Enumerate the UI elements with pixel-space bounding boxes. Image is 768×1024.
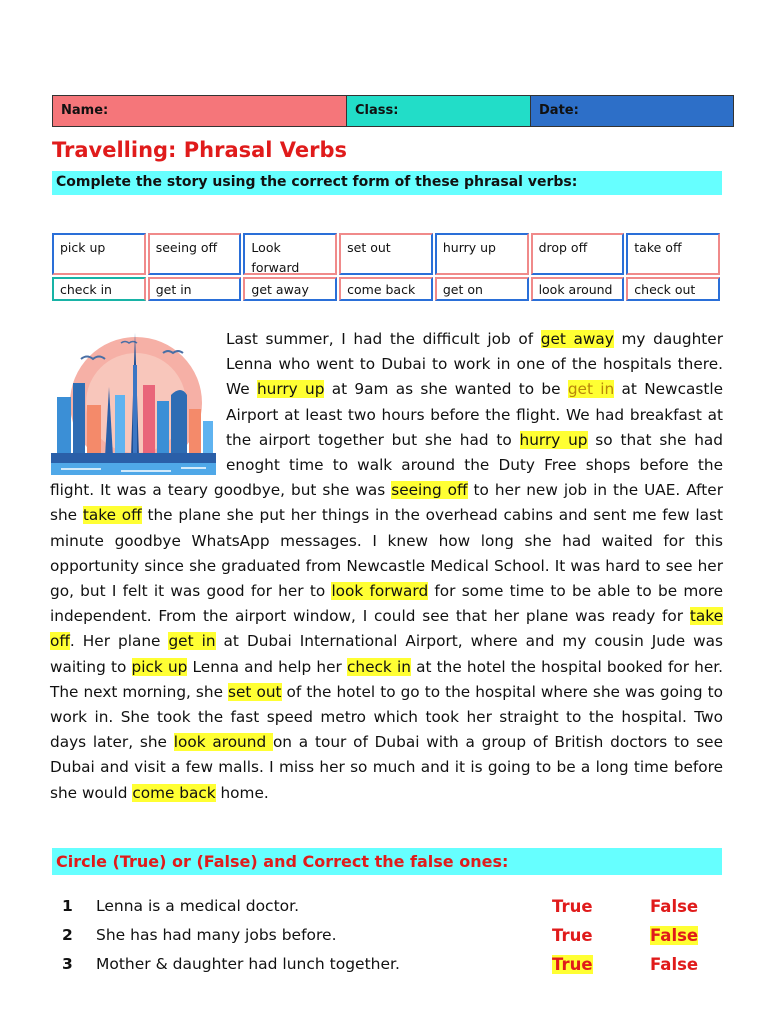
page-title: Travelling: Phrasal Verbs [52, 138, 348, 162]
verb-cell: get away [243, 277, 337, 301]
verb-cell: come back [339, 277, 433, 301]
answer-highlight: get away [540, 330, 614, 348]
false-option-selected[interactable]: False [650, 926, 699, 945]
true-false-item [62, 926, 722, 950]
true-option-selected[interactable]: True [552, 955, 593, 974]
verb-cell: check out [626, 277, 720, 301]
story-text: at Dubai International Airport, where and my cousin Jude was waiting to [50, 632, 723, 676]
student-info-table [52, 95, 734, 127]
verb-cell: drop off [531, 233, 625, 275]
verb-cell: take off [626, 233, 720, 275]
story-text: of the hotel to go to the hospital where she was going to work in. She took the fast speed metro which took her straight to the hospital. Two days later, she [50, 682, 723, 752]
verb-cell: check in [52, 277, 146, 301]
answer-highlight: hurry up [519, 430, 588, 449]
answer-highlight: take off [50, 607, 723, 651]
story-text: on a tour of Dubai with a group of British doctors to see Dubai and visit a few malls. I miss her so much and it is going to be a long time before she would [50, 733, 723, 802]
instruction-bar: Complete the story using the correct form of these phrasal verbs: [52, 171, 722, 195]
image-spacer [50, 327, 226, 477]
false-option[interactable]: False [650, 955, 699, 974]
verb-cell: get on [435, 277, 529, 301]
item-statement: Mother & daughter had lunch together. [96, 955, 400, 973]
answer-highlight: seeing off [391, 481, 468, 500]
false-option[interactable]: False [650, 897, 699, 916]
item-statement: Lenna is a medical doctor. [96, 897, 300, 915]
story-text: to her new job in the UAE. After she [50, 481, 723, 525]
story-text: my daughter Lenna who went to Dubai to work in one of the hospitals there. We [226, 330, 724, 399]
answer-highlight: get in [168, 632, 216, 651]
class-field[interactable]: Class: [347, 96, 531, 126]
story-text: home. [215, 783, 269, 802]
answer-highlight: set out [228, 682, 282, 701]
story-text: so that she had enoght time to walk around the Duty Free shops before the flight. It was a teary goodbye, but she was [50, 430, 723, 500]
verb-cell: set out [339, 233, 433, 275]
answer-highlight: look forward [331, 582, 429, 601]
story-text: at the hotel the hospital booked for her. The next morning, she [50, 657, 724, 701]
true-option[interactable]: True [552, 897, 593, 916]
answer-highlight: get in [567, 380, 615, 399]
true-false-heading: Circle (True) or (False) and Correct the false ones: [52, 848, 722, 875]
answer-highlight: come back [132, 783, 216, 802]
true-false-item [62, 955, 722, 979]
story-text: . Her plane [69, 632, 169, 651]
verb-cell: Look forward [243, 233, 337, 275]
story-text: at 9am as she wanted to be [324, 380, 568, 399]
phrasal-verb-grid [52, 233, 720, 301]
story-text: the plane she put her things in the overhead cabins and sent me few last minute goodbye WhatsApp messages. I knew how long she had waited for this opportunity since she graduated from Newcastle Medical School. It was hard to see her go, but I felt it was good for her to [50, 506, 723, 601]
item-statement: She has had many jobs before. [96, 926, 337, 944]
name-field[interactable]: Name: [53, 96, 347, 126]
verb-cell: look around [531, 277, 625, 301]
answer-highlight: hurry up [256, 380, 325, 399]
item-number: 3 [62, 955, 73, 973]
answer-highlight: pick up [131, 657, 188, 676]
verb-cell: get in [148, 277, 242, 301]
answer-highlight: look around [173, 733, 273, 752]
answer-highlight: check in [346, 657, 411, 676]
story-text: at Newcastle Airport at least two hours before the flight. We had breakfast at the airport together but she had to [226, 380, 723, 449]
verb-cell: seeing off [148, 233, 242, 275]
answer-highlight: take off [82, 506, 142, 525]
story-text: for some time to be able to be more independent. From the airport window, I could see that her plane was ready for [50, 582, 723, 626]
true-false-item [62, 897, 722, 921]
item-number: 1 [62, 897, 73, 915]
date-field[interactable]: Date: [531, 96, 733, 126]
story-paragraph [50, 327, 723, 806]
item-number: 2 [62, 926, 73, 944]
true-option[interactable]: True [552, 926, 593, 945]
verb-cell: pick up [52, 233, 146, 275]
story-text: Lenna and help her [187, 657, 347, 676]
verb-cell: hurry up [435, 233, 529, 275]
story-text: Last summer, I had the difficult job of [226, 330, 541, 348]
